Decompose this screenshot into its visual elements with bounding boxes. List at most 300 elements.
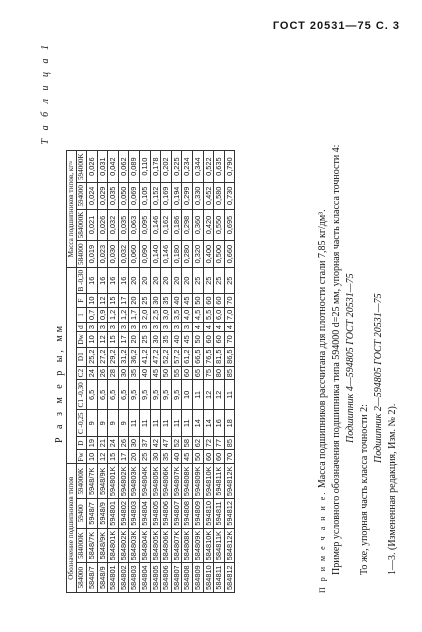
column-header: 584000 [77,563,87,593]
bearings-table [66,150,235,593]
column-header: 584000 [77,241,87,268]
table-cell: 594809 [192,499,203,529]
table-cell: 594811K [214,464,225,499]
table-cell: 47,2 [150,347,161,366]
table-cell: 5,5 [203,307,214,322]
table-row [203,151,214,593]
table-cell: 0,730 [224,183,235,210]
table-cell: 0,026 [97,209,108,241]
table-cell: 3 [182,323,193,332]
table-cell: 36,2 [129,347,140,366]
table-cell: 20 [150,267,161,294]
table-row [97,151,108,593]
table-cell: 0,090 [139,241,150,268]
table-cell: 584801 [108,563,119,593]
column-header: 584000K [77,209,87,241]
table-cell: 25 [203,267,214,294]
table-cell: 14 [203,410,214,437]
table-cell: 594803K [129,464,140,499]
sizes-caption: Р а з м е р ы, мм [54,322,65,443]
table-cell: 86,5 [224,347,235,366]
table-cell: 0,320 [192,241,203,268]
same-class2-line: То же, упорная часть класса точности 2: [359,404,370,575]
table-body [87,151,235,593]
table-cell: 594802K [118,464,129,499]
table-cell: 75 [203,366,214,379]
table-cell: 3 [97,323,108,332]
table-cell: 17 [118,450,129,464]
table-cell: 1,7 [129,307,140,322]
table-cell: 0,186 [171,209,182,241]
table-cell: 19 [87,437,98,450]
table-cell: 584807K [171,528,182,563]
table-cell: 30 [150,332,161,347]
table-cell: 5948/7K [87,464,98,499]
table-cell: 25 [139,450,150,464]
table-cell: 52,2 [161,347,172,366]
table-cell: 0,029 [97,183,108,210]
table-cell: 25 [192,267,203,294]
table-cell: 594801 [108,499,119,529]
table-cell: 20 [129,267,140,294]
table-cell: 77 [214,437,225,450]
table-cell: 15 [108,332,119,347]
table-cell: 20 [171,267,182,294]
column-header: B -0,30 [77,267,87,294]
table-cell: 594807K [171,464,182,499]
table-cell: 584806 [161,563,172,593]
table-cell: 584808 [182,563,193,593]
table-cell: 12 [214,380,225,410]
group-mass-header: Масса подшипников типов, кг≈ [67,151,77,268]
example-2: Подшипник 2—594805 ГОСТ 20531—75 [373,293,384,463]
table-cell: 0,019 [87,241,98,268]
table-cell: 0,344 [192,151,203,183]
table-cell: 0,031 [97,151,108,183]
table-row [150,151,161,593]
table-cell: 29,2 [108,347,119,366]
table-cell: 30 [150,450,161,464]
table-cell: 11 [224,380,235,410]
table-cell: 6,0 [214,307,225,322]
table-cell: 3 [129,323,140,332]
table-cell: 35 [161,294,172,307]
table-cell: 0,105 [139,183,150,210]
table-cell: 18 [224,410,235,437]
table-cell: 6,5 [87,380,98,410]
table-cell: 2,0 [139,307,150,322]
table-cell: 52 [171,437,182,450]
table-cell: 11 [161,410,172,437]
table-cell: 17 [118,332,129,347]
table-cell: 16 [87,267,98,294]
table-cell: 6,5 [118,380,129,410]
table-cell: 0,140 [150,241,161,268]
table-cell: 3,0 [161,307,172,322]
table-cell: 0,194 [171,183,182,210]
table-cell: 0,063 [129,209,140,241]
table-cell: 5948/7 [87,499,98,529]
table-cell: 35 [161,450,172,464]
table-cell: 594802 [118,499,129,529]
table-cell: 0,178 [150,151,161,183]
table-cell: 584810K [203,528,214,563]
table-cell: 25 [139,332,150,347]
table-cell: 5948/9 [97,499,108,529]
table-cell: 0,146 [161,241,172,268]
table-cell: 0,062 [118,151,129,183]
table-row [182,151,193,593]
table-cell: 594810K [203,464,214,499]
table-cell: 11 [192,380,203,410]
table-cell: 24 [87,366,98,379]
table-cell: 12 [97,294,108,307]
table-cell: 25,2 [87,347,98,366]
table-cell: 0,035 [108,183,119,210]
table-cell: 4 [203,323,214,332]
table-row [118,151,129,593]
table-cell: 584809 [192,563,203,593]
table-cell: 4 [192,323,203,332]
table-cell: 0,522 [203,151,214,183]
table-cell: 584807 [171,563,182,593]
table-cell: 0,035 [118,209,129,241]
table-cell: 0,298 [182,209,193,241]
table-cell: 9,5 [171,380,182,410]
table-cell: 20 [182,267,193,294]
table-cell: 14 [192,410,203,437]
table-cell: 15 [108,294,119,307]
table-cell: 3 [87,323,98,332]
table-cell: 0,9 [97,307,108,322]
table-cell: 0,234 [182,151,193,183]
table-cell: 6,5 [108,380,119,410]
table-cell: 0,330 [192,183,203,210]
table-cell: 9,5 [139,380,150,410]
table-cell: 0,202 [161,151,172,183]
column-header: 584000K [77,528,87,563]
example-intro: Пример условного обозначения подшипника типа 594000 d=25 мм, упорная часть класса точности 4: [331,144,342,575]
table-cell: 0,095 [139,209,150,241]
table-cell: 25 [139,294,150,307]
table-cell: 12 [97,450,108,464]
example-1: Подшипник 4—594805 ГОСТ 20531—75 [345,273,356,443]
table-cell: 584801K [108,528,119,563]
table-row [87,151,98,593]
table-cell: 16 [108,267,119,294]
table-row [129,151,140,593]
table-cell: 45 [150,366,161,379]
table-cell: 584808K [182,528,193,563]
table-cell: 3 [139,323,150,332]
table-cell: 50 [192,332,203,347]
column-header: 59400 [77,499,87,529]
column-header: Dw [77,332,87,347]
table-cell: 4 [224,323,235,332]
table-cell: 9 [87,410,98,437]
column-header: C1 -0,30 [77,380,87,410]
table-cell: 5848/9K [97,528,108,563]
table-cell: 0,7 [87,307,98,322]
table-cell: 0,660 [224,241,235,268]
table-cell: 27,2 [97,347,108,366]
table-cell: 3 [171,323,182,332]
column-header: 594000 [77,183,87,210]
table-cell: 40 [171,294,182,307]
table-cell: 594812 [224,499,235,529]
table-cell: 85 [224,437,235,450]
table-cell: 20 [161,267,172,294]
table-cell: 0,050 [118,183,129,210]
column-headers [77,151,87,593]
table-cell: 60 [214,294,225,307]
table-cell: 61,2 [182,347,193,366]
table-cell: 0,500 [214,241,225,268]
table-cell: 584809K [192,528,203,563]
table-cell: 584811 [214,563,225,593]
table-cell: 5848/9 [97,563,108,593]
table-cell: 35 [161,332,172,347]
table-cell: 0,452 [203,183,214,210]
table-cell: 17 [118,294,129,307]
table-cell: 10 [87,332,98,347]
table-cell: 45 [182,332,193,347]
table-cell: 594812K [224,464,235,499]
table-cell: 60 [203,450,214,464]
table-cell: 0,032 [108,209,119,241]
table-cell: 4 [214,323,225,332]
table-cell: 42 [150,437,161,450]
table-cell: 37 [139,437,150,450]
table-cell: 31,2 [118,347,129,366]
table-cell: 594811 [214,499,225,529]
table-cell: 9 [118,410,129,437]
table-cell: 40 [171,450,182,464]
table-row [192,151,203,593]
table-title: Т а б л и ц а 1 [40,42,51,145]
dimensions-group-header [67,267,77,464]
table-cell: 0,580 [214,183,225,210]
table-cell: 47 [161,437,172,450]
table-cell: 0,089 [129,151,140,183]
table-cell: 10 [87,450,98,464]
table-row [214,151,225,593]
table-cell: 60 [203,332,214,347]
table-cell: 584805 [150,563,161,593]
table-cell: 60 [182,366,193,379]
table-cell: 85 [224,366,235,379]
table-cell: 10 [182,380,193,410]
column-header: C -0,25 [77,410,87,437]
table-cell: 0,026 [87,151,98,183]
table-cell: 584803K [129,528,140,563]
table-cell: 12 [203,380,214,410]
table-cell: 50 [192,450,203,464]
table-cell: 25 [214,267,225,294]
table-cell: 30 [118,366,129,379]
table-cell: 2,5 [150,307,161,322]
table-cell: 0,695 [224,209,235,241]
table-cell: 0,030 [108,241,119,268]
table-cell: 584804 [139,563,150,593]
table-row [224,151,235,593]
table-cell: 594804 [139,499,150,529]
table-cell: 9 [108,410,119,437]
table-cell: 30 [150,294,161,307]
table-row [108,151,119,593]
table-cell: 70 [224,294,235,307]
rotated-page-content [40,38,410,593]
table-cell: 55 [171,366,182,379]
table-cell: 3 [108,323,119,332]
table-cell: 0,152 [150,183,161,210]
table-cell: 20 [129,294,140,307]
table-cell: 12 [97,332,108,347]
table-cell: 0,420 [203,209,214,241]
table-cell: 0,024 [87,183,98,210]
table-cell: 65 [192,366,203,379]
table-cell: 0,400 [203,241,214,268]
table-cell: 70 [224,332,235,347]
table-cell: 80 [214,366,225,379]
table-row [161,151,172,593]
table-cell: 9,5 [129,380,140,410]
table-cell: 584805K [150,528,161,563]
table-cell: 10 [87,294,98,307]
table-cell: 40 [139,366,150,379]
table-cell: 0,023 [97,241,108,268]
table-cell: 0,299 [182,183,193,210]
table-cell: 0,169 [161,183,172,210]
note-label: П р и м е ч а н и е. [318,490,327,593]
table-cell: 11 [171,410,182,437]
table-cell: 41,2 [139,347,150,366]
table-cell: 0,550 [214,209,225,241]
column-header: 594000K [77,464,87,499]
note-line [316,38,330,593]
table-cell: 1,2 [108,307,119,322]
table-cell: 16 [214,410,225,437]
table-cell: 4,5 [192,307,203,322]
table-cell: 6,5 [97,380,108,410]
table-cell: 594806K [161,464,172,499]
table-cell: 594809K [192,464,203,499]
table-cell: 584812K [224,528,235,563]
column-header: F [77,294,87,307]
table-cell: 0,635 [214,151,225,183]
table-cell: 584812 [224,563,235,593]
table-cell: 594806 [161,499,172,529]
table-cell: 0,032 [118,241,129,268]
column-header: l [77,307,87,322]
table-cell: 9,5 [150,380,161,410]
table-cell: 26 [97,366,108,379]
table-cell: 5848/7 [87,563,98,593]
table-cell: 21 [97,437,108,450]
table-cell: 594807 [171,499,182,529]
table-cell: 15 [108,450,119,464]
table-cell: 60 [214,450,225,464]
table-cell: 7,0 [224,307,235,322]
table-cell: 5848/7K [87,528,98,563]
note-text: Масса подшипников рассчитана для плотности стали 7,85 кг/дм³. [317,209,328,489]
table-cell: 72 [203,437,214,450]
table-cell: 62 [192,437,203,450]
footer-line: 1—3. (Измененная редакция, Изм. № 2). [387,403,398,575]
table-cell: 594805 [150,499,161,529]
column-header: D [77,437,87,450]
table-cell: 0,146 [150,209,161,241]
table-row [139,151,150,593]
table-cell: 3,5 [171,307,182,322]
table-cell: 45 [182,294,193,307]
group-types-header: Обозначение подшипников типов [67,464,77,593]
table-cell: 58 [182,437,193,450]
table-cell: 57,2 [171,347,182,366]
table-cell: 60 [214,332,225,347]
table-cell: 584810 [203,563,214,593]
table-cell: 11 [150,410,161,437]
table-cell: 0,110 [139,151,150,183]
table-cell: 3 [161,323,172,332]
table-cell: 0,280 [182,241,193,268]
table-cell: 9 [97,410,108,437]
table-cell: 1,2 [118,307,129,322]
table-cell: 594803 [129,499,140,529]
table-cell: 11 [182,410,193,437]
table-cell: 28 [108,366,119,379]
table-row [171,151,182,593]
table-cell: 76,5 [203,347,214,366]
table-cell: 20 [139,267,150,294]
table-cell: 60 [203,294,214,307]
column-header: 594000K [77,151,87,183]
table-cell: 45 [182,450,193,464]
table-cell: 4,0 [182,307,193,322]
table-cell: 594804K [139,464,150,499]
table-cell: 0,180 [171,241,182,268]
table-cell: 0,042 [108,151,119,183]
table-cell: 50 [192,294,203,307]
table-cell: 24 [108,437,119,450]
table-cell: 11 [139,410,150,437]
table-cell: 5948/9K [97,464,108,499]
table-cell: 70 [224,450,235,464]
column-header: Fw [77,450,87,464]
table-cell: 584802K [118,528,129,563]
table-cell: 584804K [139,528,150,563]
table-cell: 3 [150,323,161,332]
table-cell: 81,5 [214,347,225,366]
table-cell: 11 [129,410,140,437]
table-cell: 584811K [214,528,225,563]
table-cell: 35 [129,366,140,379]
table-cell: 0,162 [161,209,172,241]
column-header: D1 [77,347,87,366]
table-cell: 0,225 [171,151,182,183]
table-cell: 594805K [150,464,161,499]
table-cell: 9,5 [161,380,172,410]
table-cell: 0,021 [87,209,98,241]
text-block [316,38,400,593]
table-cell: 584806K [161,528,172,563]
table-cell: 66,5 [192,347,203,366]
table-cell: 594810 [203,499,214,529]
table-cell: 20 [129,332,140,347]
table-cell: 584803 [129,563,140,593]
table-cell: 0,069 [129,183,140,210]
table-cell: 594801K [108,464,119,499]
